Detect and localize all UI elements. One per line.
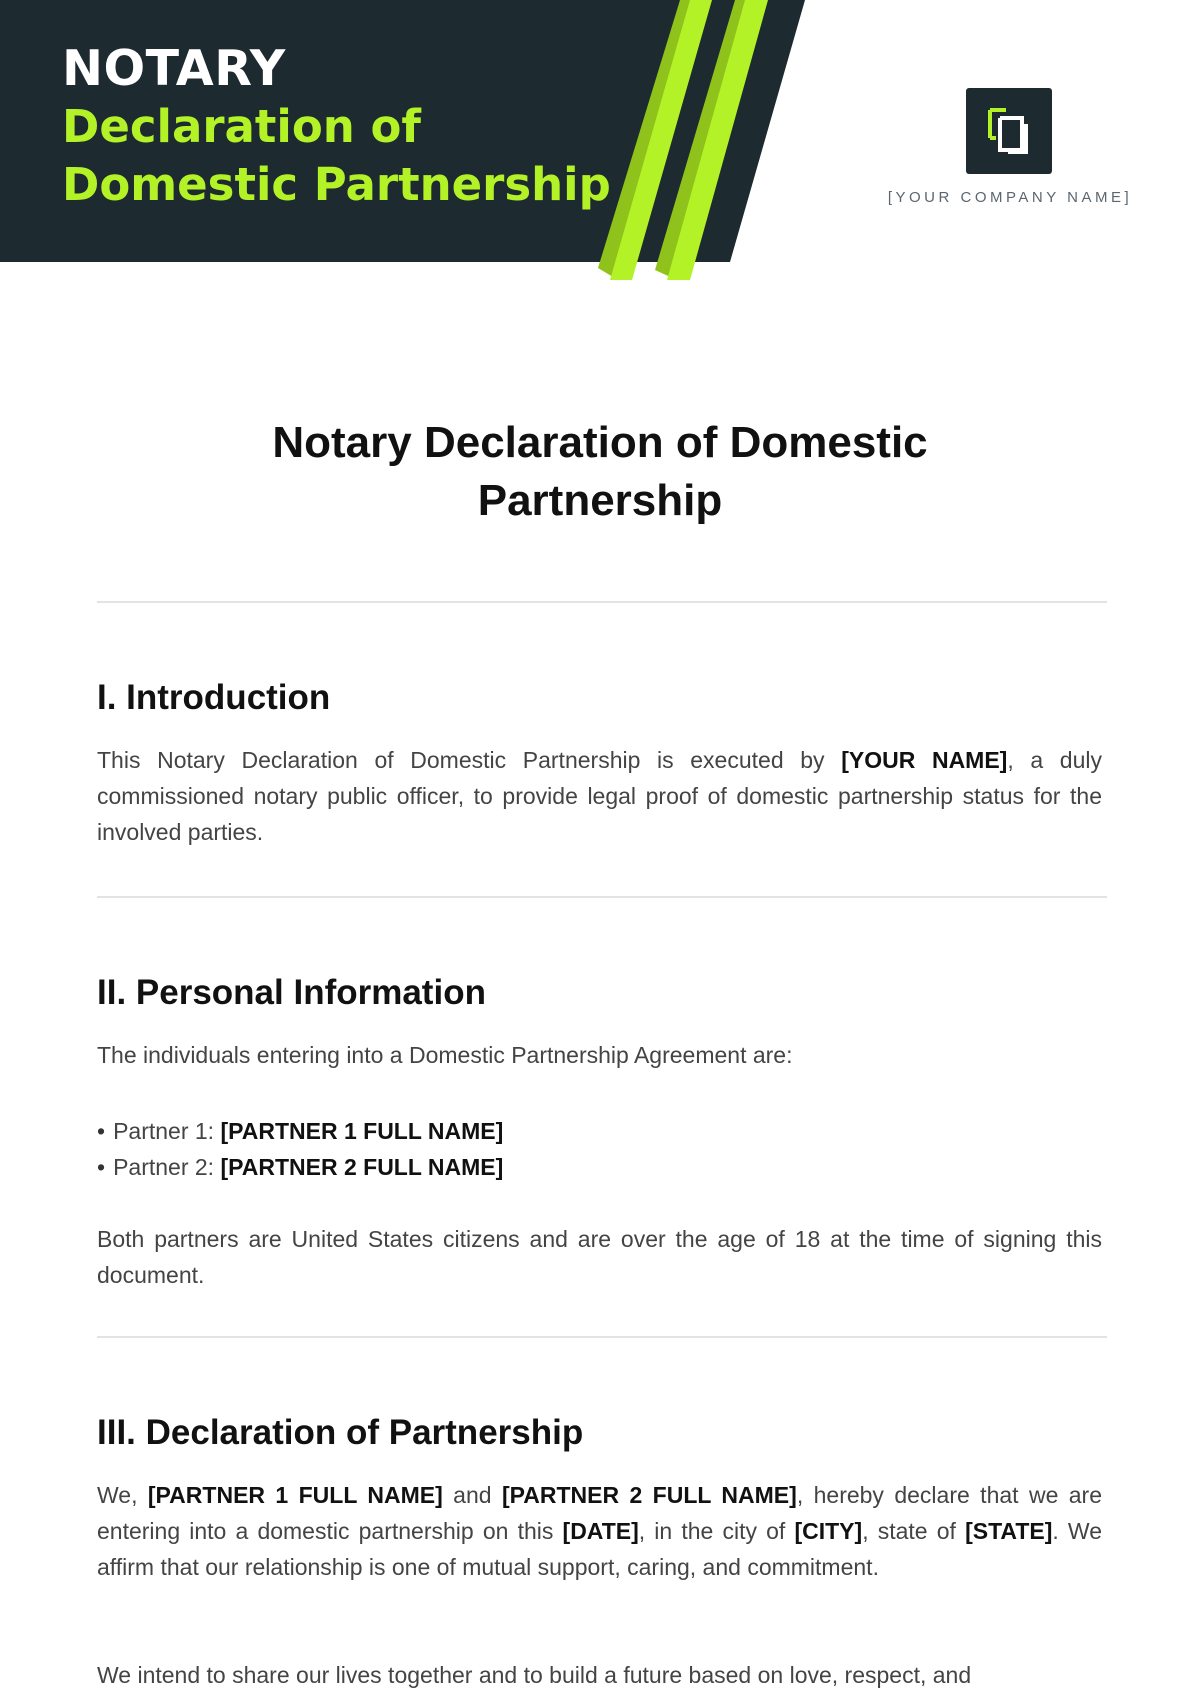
text-run: This Notary Declaration of Domestic Partnership is executed by bbox=[97, 747, 842, 773]
text-run: , hereby declare that we are entering into a domestic partnership on this bbox=[97, 1482, 1103, 1544]
banner-line-declaration: Declaration of bbox=[62, 100, 421, 153]
personal-info-intro: The individuals entering into a Domestic Partnership Agreement are: bbox=[97, 1042, 793, 1068]
bracket-logo-icon bbox=[966, 88, 1052, 174]
section-heading-introduction: I. Introduction bbox=[97, 678, 331, 717]
placeholder-partner-1: [PARTNER 1 FULL NAME] bbox=[147, 1482, 443, 1508]
placeholder-city: [CITY] bbox=[794, 1518, 863, 1544]
document-title bbox=[0, 414, 1200, 530]
item-label: Partner 2: bbox=[113, 1154, 221, 1180]
placeholder-partner-2: [PARTNER 2 FULL NAME] bbox=[220, 1154, 504, 1180]
text-run: , a duly commissioned notary public officer, to provide legal proof of domestic partnership status for the involved parties. bbox=[97, 747, 1102, 845]
text-run: . We affirm that our relationship is one of mutual support, caring, and commitment. bbox=[97, 1518, 1102, 1580]
text-run: , in the city of bbox=[638, 1518, 795, 1544]
placeholder-partner-1: [PARTNER 1 FULL NAME] bbox=[220, 1118, 504, 1144]
divider bbox=[97, 896, 1107, 898]
placeholder-state: [STATE] bbox=[965, 1518, 1053, 1544]
document-title-text: Notary Declaration of Domestic Partnership bbox=[272, 418, 928, 525]
placeholder-partner-2: [PARTNER 2 FULL NAME] bbox=[501, 1482, 797, 1508]
item-label: Partner 1: bbox=[113, 1118, 221, 1144]
company-logo bbox=[966, 88, 1052, 174]
banner-line-notary: NOTARY bbox=[62, 40, 286, 97]
placeholder-date: [DATE] bbox=[562, 1518, 639, 1544]
list-item bbox=[97, 1113, 503, 1149]
banner-heading bbox=[62, 40, 611, 214]
list-item bbox=[97, 1149, 503, 1185]
placeholder-your-name: [YOUR NAME] bbox=[841, 747, 1008, 773]
declaration-paragraph bbox=[97, 1477, 1102, 1585]
company-name: [YOUR COMPANY NAME] bbox=[887, 189, 1133, 206]
section-heading-personal-information: II. Personal Information bbox=[97, 973, 486, 1012]
citizenship-paragraph: Both partners are United States citizens and are over the age of 18 at the time of signing this document. bbox=[97, 1226, 1102, 1288]
introduction-paragraph bbox=[97, 742, 1102, 850]
divider bbox=[97, 1336, 1107, 1338]
text-run: We, bbox=[97, 1482, 148, 1508]
text-run: , state of bbox=[862, 1518, 966, 1544]
text-run: and bbox=[442, 1482, 502, 1508]
partner-list bbox=[97, 1113, 503, 1185]
section-heading-declaration: III. Declaration of Partnership bbox=[97, 1413, 584, 1452]
banner-line-partnership: Domestic Partnership bbox=[62, 158, 611, 211]
divider bbox=[97, 601, 1107, 603]
intent-paragraph: We intend to share our lives together and to build a future based on love, respect, and bbox=[97, 1662, 972, 1688]
